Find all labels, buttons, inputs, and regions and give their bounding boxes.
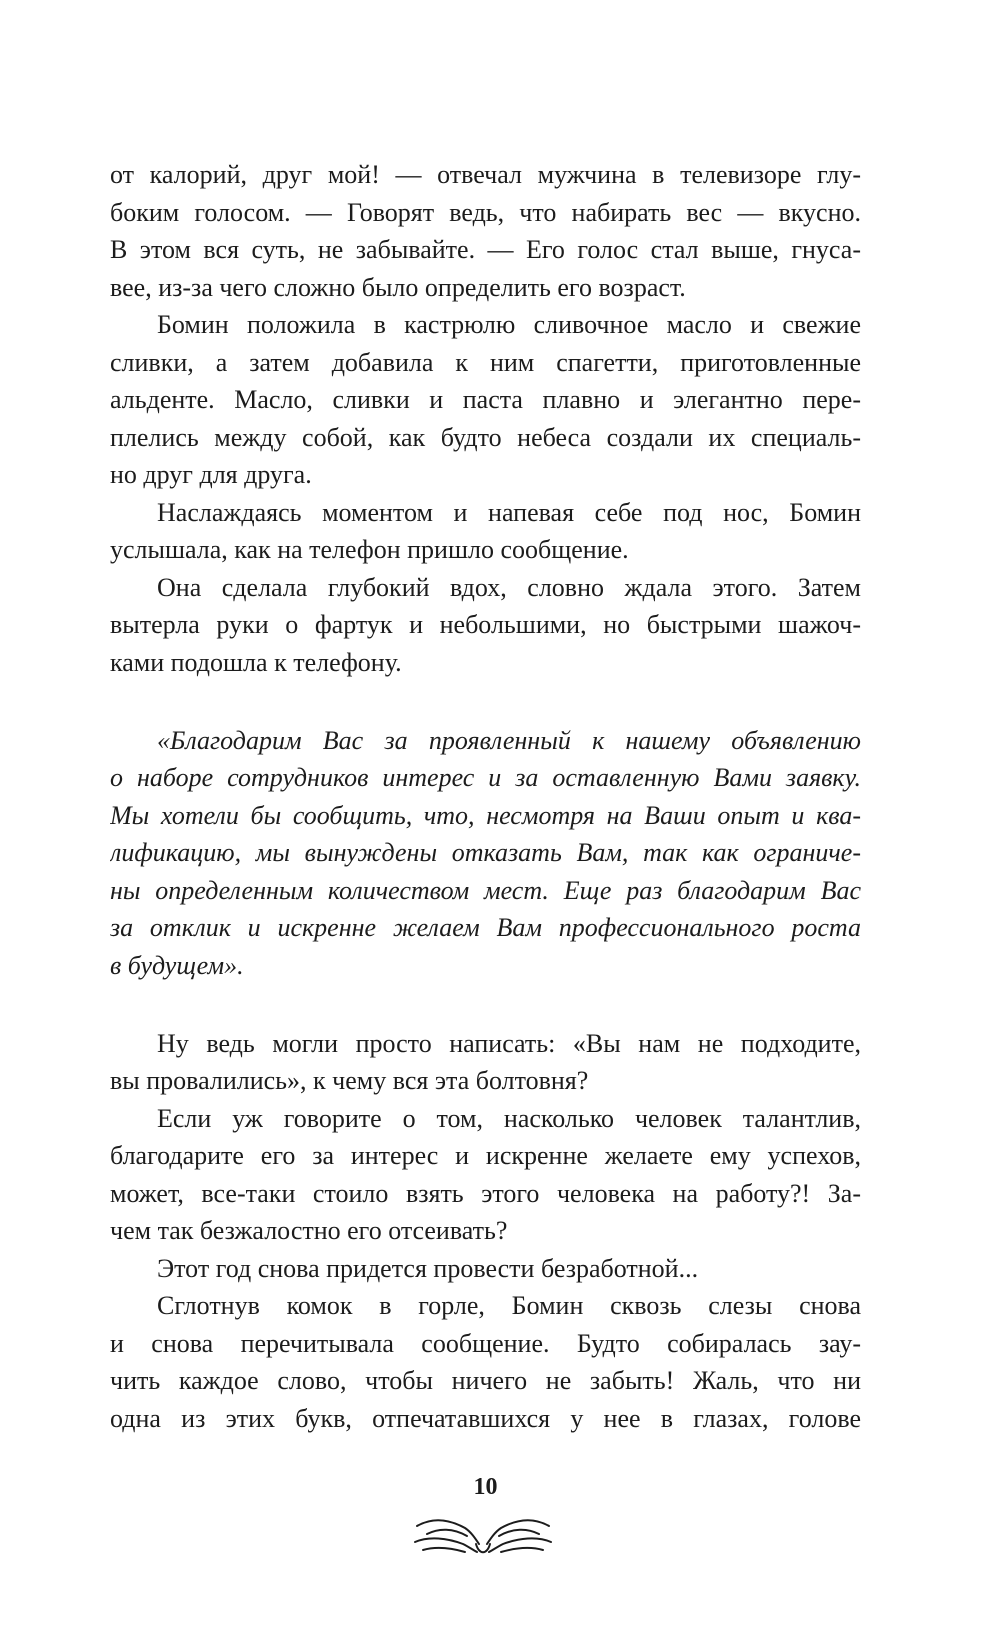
text-line: благодарите его за интерес и искренне желаете ему успехов,	[110, 1141, 861, 1170]
text-line: одна из этих букв, отпечатавшихся у нее в глазах, голове	[110, 1403, 861, 1433]
text-line: вее, из-за чего сложно было определить его возраст.	[110, 272, 686, 302]
text-line: Наслаждаясь моментом и напевая себе под нос, Бомин	[157, 497, 861, 527]
text-line: Этот год снова придется провести безработной...	[157, 1253, 699, 1283]
paragraph	[110, 1287, 861, 1437]
text-line: чить каждое слово, чтобы ничего не забыть! Жаль, что ни	[110, 1366, 861, 1395]
paragraph	[110, 1100, 861, 1250]
text-line: сливки, а затем добавила к ним спагетти, приготовленные	[110, 347, 861, 377]
text-line: вытерла руки о фартук и небольшими, но быстрыми шажоч-	[110, 610, 861, 639]
text-line: Ну ведь могли просто написать: «Вы нам не подходите,	[157, 1028, 861, 1058]
text-line: и снова перечитывала сообщение. Будто собиралась зау-	[110, 1328, 861, 1358]
text-line: ками подошла к телефону.	[110, 647, 402, 677]
text-line: но друг для друга.	[110, 460, 312, 489]
paragraph	[110, 1025, 861, 1100]
quote-line: Мы хотели бы сообщить, что, несмотря на Ваши опыт и ква-	[110, 800, 861, 830]
quote-line: в будущем».	[110, 950, 244, 980]
text-line: Сглотнув комок в горле, Бомин сквозь слезы снова	[157, 1291, 861, 1320]
text-line: Если уж говорите о том, насколько человек талантлив,	[157, 1103, 861, 1133]
text-line: боким голосом. — Говорят ведь, что набирать вес — вкусно.	[110, 197, 861, 227]
text-line: плелись между собой, как будто небеса создали их специаль-	[110, 422, 861, 452]
page-body-text	[110, 156, 861, 1437]
quote-line: ны определенным количеством мест. Еще раз благодарим Вас	[110, 875, 861, 905]
paragraph	[110, 569, 861, 682]
text-line: В этом вся суть, не забывайте. — Его голос стал выше, гнуса-	[110, 235, 861, 264]
text-line: может, все-таки стоило взять этого человека на работу?! За-	[110, 1178, 861, 1208]
page-number: 10	[473, 1474, 498, 1500]
paragraph	[110, 306, 861, 494]
text-line: вы провалились», к чему вся эта болтовня?	[110, 1066, 589, 1095]
paragraph	[110, 494, 861, 569]
text-line: Она сделала глубокий вдох, словно ждала этого. Затем	[157, 572, 861, 602]
paragraph	[110, 1250, 861, 1288]
quote-line: о наборе сотрудников интерес и за оставленную Вами заявку.	[110, 763, 861, 792]
quote-line: лификацию, мы вынуждены отказать Вам, так как ограниче-	[110, 838, 861, 867]
text-line: альденте. Масло, сливки и паста плавно и элегантно пере-	[110, 385, 861, 414]
text-line: услышала, как на телефон пришло сообщение.	[110, 535, 629, 564]
paragraph-continuation	[110, 156, 861, 306]
text-line: чем так безжалостно его отсеивать?	[110, 1216, 508, 1245]
text-line: от калорий, друг мой! — отвечал мужчина в телевизоре глу-	[110, 160, 861, 189]
text-line: Бомин положила в кастрюлю сливочное масло и свежие	[157, 310, 861, 339]
quote-line: за отклик и искренне желаем Вам профессионального роста	[110, 913, 861, 942]
quote-line: «Благодарим Вас за проявленный к нашему объявлению	[157, 725, 861, 755]
book-wave-ornament-icon	[413, 1512, 553, 1558]
rejection-letter-quote	[110, 722, 861, 985]
